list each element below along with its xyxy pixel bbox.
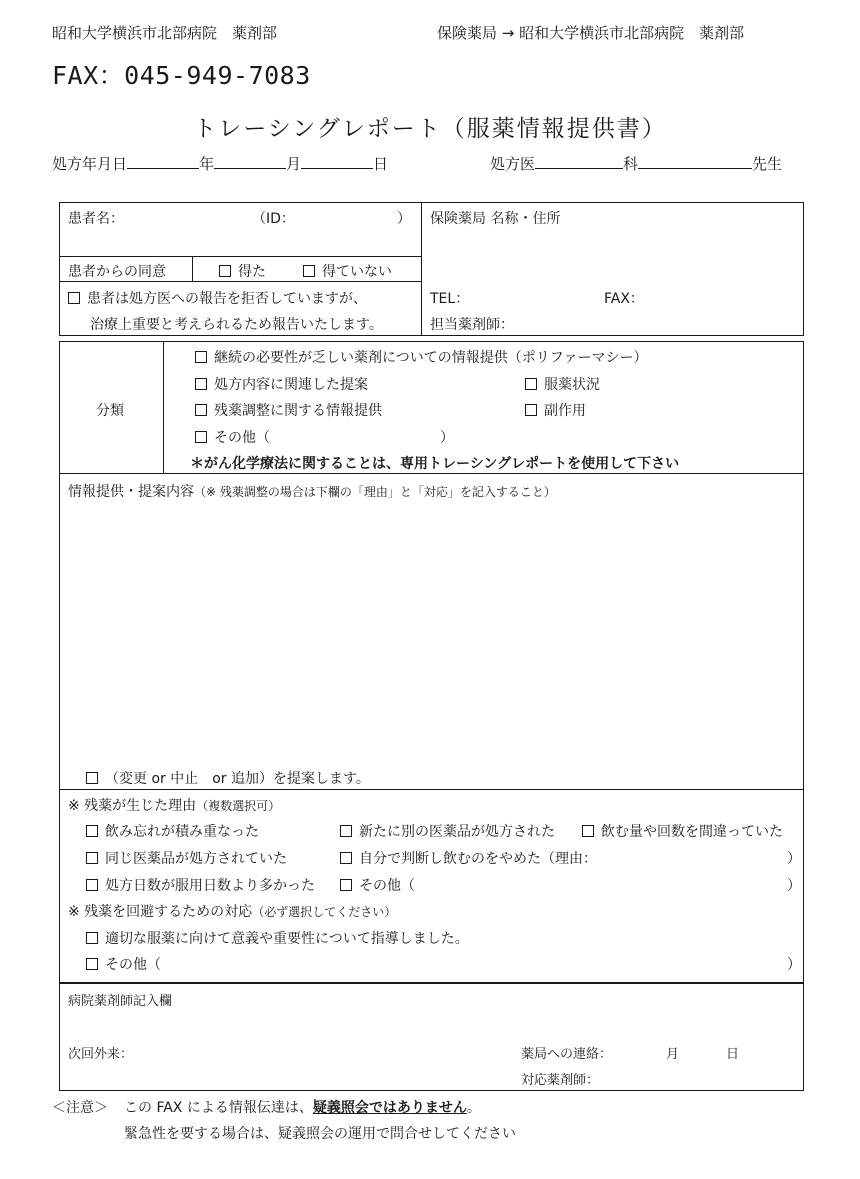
checkbox[interactable] [340, 852, 352, 864]
category-adherence-option[interactable] [525, 374, 600, 394]
checkbox[interactable] [340, 825, 352, 837]
pharmacist-label: 担当薬剤師： [430, 317, 514, 333]
checkbox[interactable] [582, 825, 594, 837]
prescription-date-row [52, 153, 388, 174]
prescriber-row [490, 153, 782, 174]
category-other-close: ） [440, 430, 454, 446]
month-field[interactable] [214, 153, 286, 169]
consent-yes-option[interactable] [219, 261, 266, 281]
reason-excess-days-option[interactable] [86, 875, 315, 895]
divider [59, 789, 804, 790]
sensei-label: 先生 [752, 155, 783, 173]
footer-line1-emphasis: 疑義照会ではありません [312, 1100, 467, 1116]
consent-yes-text: 得た [238, 264, 266, 280]
category-polypharmacy-text: 継続の必要性が乏しい薬剤についての情報提供（ポリファーマシー） [214, 350, 648, 366]
reason-self-stopped-close: ） [787, 851, 801, 867]
category-polypharmacy-option[interactable] [195, 347, 647, 367]
checkbox[interactable] [195, 404, 207, 416]
prescriber-name-field[interactable] [638, 153, 752, 169]
checkbox[interactable] [340, 879, 352, 891]
reason-self-stopped-text: 自分で判断し飲むのをやめた（理由： [359, 851, 597, 867]
refusal-line1: 患者は処方医への報告を拒否していますが、 [87, 291, 367, 307]
info-label: 情報提供・提案内容 [68, 484, 194, 500]
checkbox[interactable] [195, 351, 207, 363]
category-side-effects-option[interactable] [525, 400, 586, 420]
route-label: 保険薬局 → 昭和大学横浜市北部病院 薬剤部 [437, 24, 745, 42]
divider [163, 341, 164, 473]
checkbox[interactable] [195, 378, 207, 390]
refusal-option[interactable] [68, 288, 367, 308]
checkbox[interactable] [525, 404, 537, 416]
category-label: 分類 [96, 403, 124, 419]
action-other-text: その他（ [105, 957, 161, 973]
info-note: （※ 残薬調整の場合は下欄の「理由」と「対応」を記入すること） [194, 485, 556, 499]
year-field[interactable] [127, 153, 199, 169]
reason-wrong-dose-text: 飲む量や回数を間違っていた [601, 824, 783, 840]
hospital-dept-label: 昭和大学横浜市北部病院 薬剤部 [52, 24, 278, 42]
day-label: 日 [373, 155, 389, 173]
prescription-date-label: 処方年月日 [52, 155, 128, 173]
divider [421, 202, 422, 336]
reason-wrong-dose-option[interactable] [582, 821, 783, 841]
checkbox[interactable] [86, 825, 98, 837]
reason-excess-days-text: 処方日数が服用日数より多かった [105, 878, 315, 894]
category-note: ＊がん化学療法に関することは、専用トレーシングレポートを使用して下さい [190, 456, 680, 472]
category-other-text: その他（ [214, 430, 270, 446]
action-guidance-text: 適切な服薬に向けて意義や重要性について指導しました。 [105, 931, 469, 947]
action-note: （必ず選択してください） [252, 905, 397, 919]
hospital-pharmacist-label: 病院薬剤師記入欄 [68, 994, 173, 1009]
refusal-line2: 治療上重要と考えられるため報告いたします。 [90, 317, 383, 333]
contact-day-label: 日 [726, 1047, 740, 1062]
info-content-area[interactable] [68, 500, 798, 762]
patient-name-label: 患者名： [68, 211, 124, 227]
checkbox[interactable] [86, 932, 98, 944]
checkbox[interactable] [86, 852, 98, 864]
reason-new-drug-text: 新たに別の医薬品が処方された [359, 824, 555, 840]
reason-forgot-option[interactable] [86, 821, 259, 841]
category-residual-text: 残薬調整に関する情報提供 [214, 403, 382, 419]
checkbox[interactable] [303, 265, 315, 277]
checkbox[interactable] [86, 772, 98, 784]
proposal-text: （変更 or 中止 or 追加）を提案します。 [105, 771, 370, 787]
footer-line1 [124, 1097, 481, 1117]
category-other-option[interactable] [195, 427, 270, 447]
pharmacy-tel-label: TEL： [430, 291, 470, 307]
checkbox[interactable] [86, 879, 98, 891]
footer-note-label: ＜注意＞ [52, 1100, 108, 1116]
category-side-effects-text: 副作用 [544, 403, 586, 419]
reason-other-option[interactable] [340, 875, 415, 895]
checkbox[interactable] [525, 378, 537, 390]
reason-note: （複数選択可） [196, 799, 281, 813]
reason-other-text: その他（ [359, 878, 415, 894]
contact-month-label: 月 [666, 1047, 680, 1062]
patient-id-close: ） [397, 211, 411, 227]
prescriber-dept-field[interactable] [535, 153, 623, 169]
action-guidance-option[interactable] [86, 928, 469, 948]
reason-forgot-text: 飲み忘れが積み重なった [105, 824, 259, 840]
dept-label: 科 [623, 155, 639, 173]
divider [192, 256, 193, 281]
reason-title: ※ 残薬が生じた理由 [68, 798, 197, 814]
reason-new-drug-option[interactable] [340, 821, 555, 841]
month-label: 月 [286, 155, 302, 173]
year-label: 年 [199, 155, 215, 173]
reason-self-stopped-option[interactable] [340, 848, 597, 868]
reason-duplicate-text: 同じ医薬品が処方されていた [105, 851, 287, 867]
fax-number: FAX：045-949-7083 [52, 61, 311, 90]
category-prescription-text: 処方内容に関連した提案 [214, 377, 368, 393]
patient-id-label: （ID： [252, 211, 295, 227]
action-other-close: ） [787, 957, 801, 973]
checkbox[interactable] [68, 292, 80, 304]
pharmacy-contact-label: 薬局への連絡： [521, 1047, 613, 1062]
reason-duplicate-option[interactable] [86, 848, 287, 868]
footer-line2: 緊急性を要する場合は、疑義照会の運用で問合せしてください [124, 1126, 516, 1142]
info-heading [68, 481, 556, 501]
day-field[interactable] [301, 153, 373, 169]
pharmacy-name-label: 保険薬局 名称・住所 [430, 211, 561, 227]
checkbox[interactable] [86, 958, 98, 970]
consent-no-text: 得ていない [322, 264, 392, 280]
checkbox[interactable] [195, 431, 207, 443]
footer-line1-a: この FAX による情報伝達は、 [124, 1100, 313, 1116]
category-adherence-text: 服薬状況 [544, 377, 600, 393]
category-prescription-option[interactable] [195, 374, 368, 394]
reason-heading [68, 795, 280, 815]
consent-no-option[interactable] [303, 261, 392, 281]
divider [59, 281, 421, 282]
consent-label: 患者からの同意 [68, 264, 166, 280]
handler-pharmacist-label: 対応薬剤師： [521, 1073, 600, 1088]
page-title: トレーシングレポート（服薬情報提供書） [193, 116, 667, 142]
reason-other-close: ） [787, 878, 801, 894]
divider [59, 473, 804, 474]
proposal-option[interactable] [86, 768, 370, 788]
action-other-option[interactable] [86, 954, 161, 974]
next-visit-label: 次回外来： [68, 1047, 134, 1062]
category-residual-option[interactable] [195, 400, 382, 420]
pharmacy-fax-label: FAX： [604, 291, 644, 307]
divider [59, 256, 421, 257]
prescriber-label: 処方医 [490, 155, 536, 173]
action-heading [68, 901, 396, 921]
checkbox[interactable] [219, 265, 231, 277]
footer-line1-end: 。 [466, 1100, 481, 1116]
action-title: ※ 残薬を回避するための対応 [68, 904, 253, 920]
